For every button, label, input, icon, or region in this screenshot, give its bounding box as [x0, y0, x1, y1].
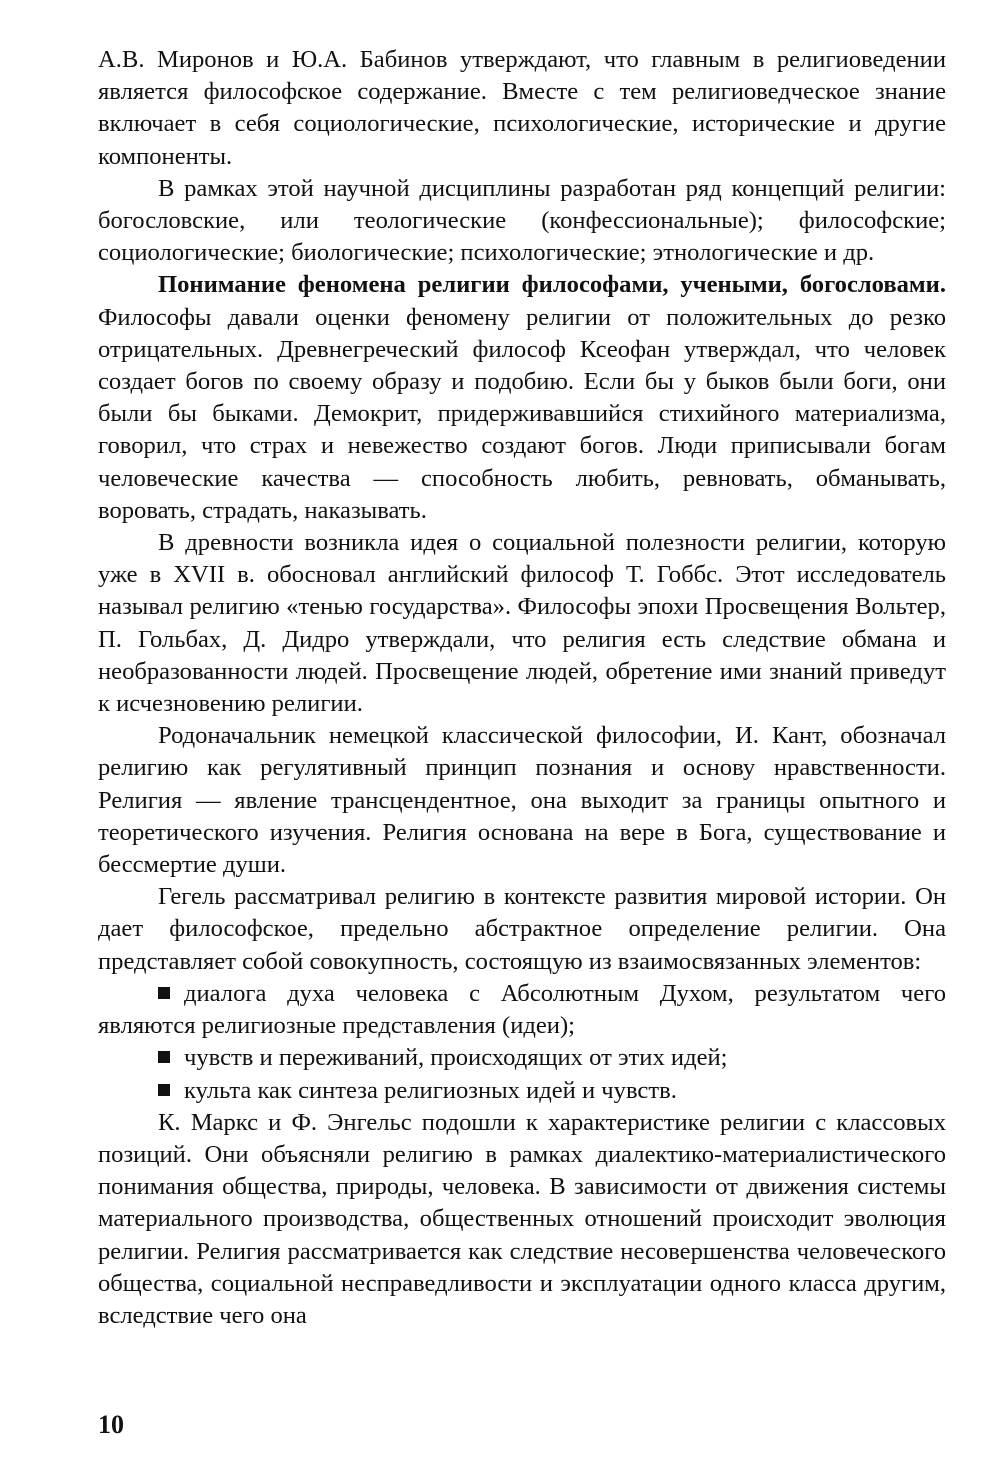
bullet-square-icon [158, 1051, 170, 1063]
paragraph-3-text: Философы давали оценки феномену религии от положительных до резко отрицательных. Древнегреческий философ Ксеофан утверждал, что человек создает богов по своему образу и подобию. Если бы у быков были боги, они были бы быками. Демокрит, придерживавшийся стихийного материализма, говорил, что страх и невежество создают богов. Люди приписывали богам человеческие качества — способность любить, ревновать, обманывать, воровать, страдать, наказывать. [98, 303, 946, 524]
bullet-item [98, 1042, 946, 1074]
paragraph-1: А.В. Миронов и Ю.А. Бабинов утверждают, что главным в религиоведении является философское содержание. Вместе с тем религиоведческое знание включает в себя социологические, психологические, исторические и другие компоненты. [98, 46, 946, 170]
paragraph-6: Гегель рассматривал религию в контексте развития мировой истории. Он дает философское, предельно абстрактное определение религии. Она представляет собой совокупность, состоящую из взаимосвязанных элементов: [98, 883, 946, 975]
paragraph-3 [98, 269, 946, 527]
paragraph-4: В древности возникла идея о социальной полезности религии, которую уже в XVII в. обосновал английский философ Т. Гоббс. Этот исследователь называл религию «тенью государства». Философы эпохи Просвещения Вольтер, П. Гольбах, Д. Дидро утверждали, что религия есть следствие обмана и необразованности людей. Просвещение людей, обретение ими знаний приведут к исчезновению религии. [98, 529, 946, 718]
bullet-item-text: культа как синтеза религиозных идей и чувств. [184, 1076, 677, 1104]
page-body [98, 44, 946, 1332]
bullet-item [98, 1075, 946, 1107]
page-number: 10 [98, 1410, 124, 1439]
bullet-item-text: диалога духа человека с Абсолютным Духом, результатом чего являются религиозные представления (идеи); [98, 979, 946, 1040]
bullet-square-icon [158, 1084, 170, 1096]
paragraph-5: Родоначальник немецкой классической философии, И. Кант, обозначал религию как регулятивный принцип познания и основу нравственности. Религия — явление трансцендентное, она выходит за границы опытного и теоретического изучения. Религия основана на вере в Бога, существование и бессмертие души. [98, 722, 946, 879]
section-heading: Понимание феномена религии философами, учеными, богословами. [158, 271, 946, 299]
paragraph-closing: К. Маркс и Ф. Энгельс подошли к характеристике религии с классовых позиций. Они объясняли религию в рамках диалектико-материалистического понимания общества, природы, человека. В зависимости от движения системы материального производства, общественных отношений происходит эволюция религии. Религия рассматривается как следствие несовершенства человеческого общества, социальной несправедливости и эксплуатации одного класса другим, вследствие чего она [98, 1108, 946, 1329]
bullet-item [98, 978, 946, 1042]
paragraph-2: В рамках этой научной дисциплины разработан ряд концепций религии: богословские, или теологические (конфессиональные); философские; социологические; биологические; психологические; этнологические и др. [98, 174, 946, 267]
bullet-item-text: чувств и переживаний, происходящих от этих идей; [184, 1044, 728, 1072]
bullet-square-icon [158, 987, 170, 999]
